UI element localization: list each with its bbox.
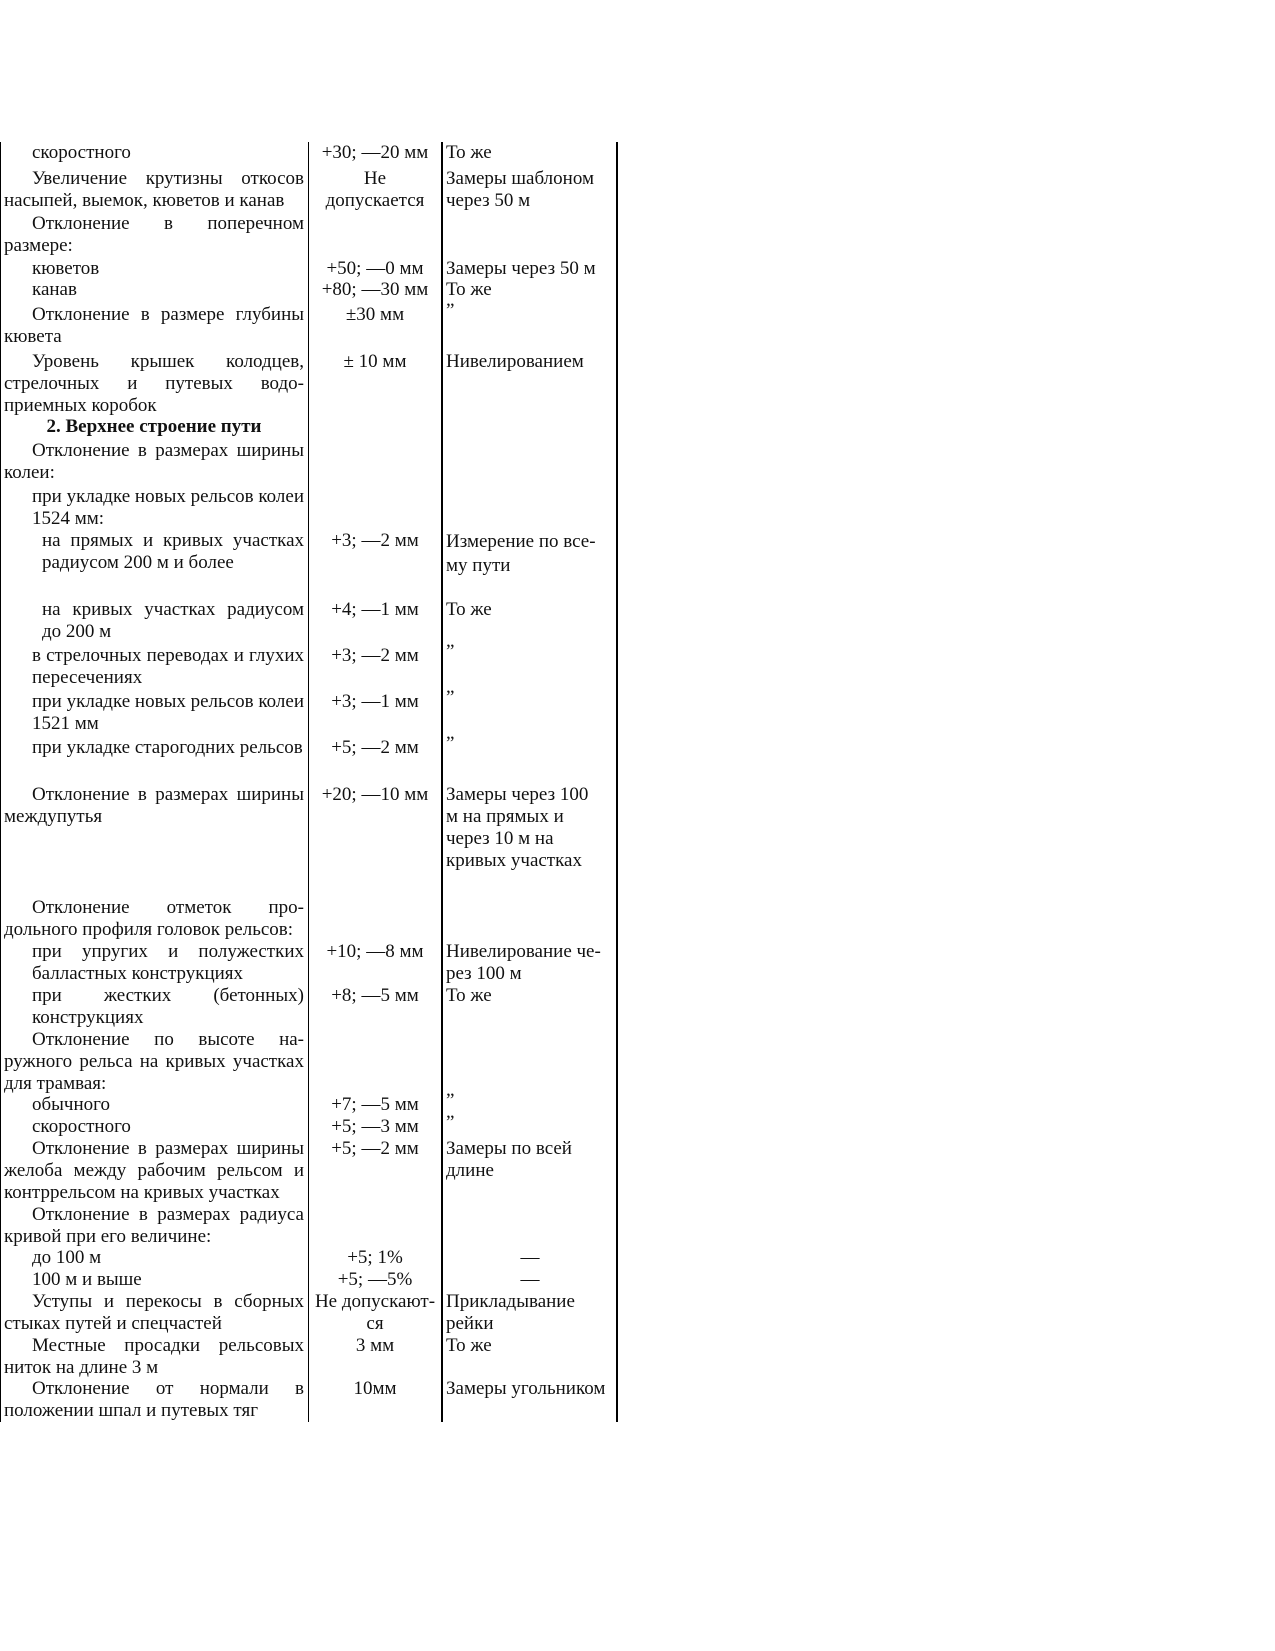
table-cell-method: Замеры через 100 м на прямых и через 10 м на кривых участках bbox=[446, 784, 589, 871]
table-cell-tolerance: ± 10 мм bbox=[343, 351, 407, 372]
table-cell-tolerance: +30; —20 мм bbox=[321, 142, 429, 163]
table-cell-description: обычного bbox=[32, 1094, 110, 1115]
table-cell-method: — bbox=[520, 1269, 540, 1290]
table-cell-description: при укладке новых рельсов колеи 1524 мм: bbox=[32, 486, 304, 529]
table-cell-description: скоростного bbox=[32, 142, 131, 163]
table-cell-description: при упругих и полужестких балластных конструкциях bbox=[32, 941, 304, 984]
table-cell-method: Замеры угольником bbox=[446, 1378, 606, 1399]
table-cell-description: при жестких (бетонных) конструкциях bbox=[32, 985, 304, 1028]
table-cell-description: 100 м и выше bbox=[32, 1269, 142, 1290]
table-cell-description: Отклонение в размерах ширины междупутья bbox=[4, 784, 304, 827]
table-cell-method: Замеры шаблоном через 50 м bbox=[446, 168, 594, 211]
table-cell-description: Увеличение крутизны откосов насыпей, выемок, кюветов и канав bbox=[4, 168, 304, 211]
table-cell-description: при укладке старогодних рельсов bbox=[32, 737, 303, 758]
table-cell-tolerance: +3; —2 мм bbox=[331, 530, 419, 551]
table-cell-method: То же bbox=[446, 1335, 492, 1356]
table-cell-tolerance: +8; —5 мм bbox=[331, 985, 419, 1006]
table-cell-method: Нивелирование че-рез 100 м bbox=[446, 941, 601, 984]
table-cell-tolerance: +7; —5 мм bbox=[331, 1094, 419, 1115]
table-cell-description: при укладке новых рельсов колеи 1521 мм bbox=[32, 691, 304, 734]
table-cell-description: Отклонение в размере глубины кювета bbox=[4, 304, 304, 347]
table-cell-method: Прикладывание рейки bbox=[446, 1291, 575, 1334]
table-cell-tolerance: +3; —2 мм bbox=[331, 645, 419, 666]
table-cell-tolerance: ±30 мм bbox=[345, 304, 405, 325]
table-cell-description: Уровень крышек колодцев, стрелочных и путевых водо-приемных коробок bbox=[4, 351, 304, 416]
tolerance-table bbox=[0, 142, 618, 1422]
table-cell-tolerance: 3 мм bbox=[355, 1335, 395, 1356]
table-cell-tolerance: +20; —10 мм bbox=[321, 784, 429, 805]
table-cell-tolerance: +80; —30 мм bbox=[321, 279, 429, 300]
table-cell-description: до 100 м bbox=[32, 1247, 102, 1268]
table-cell-tolerance: Не допускают-ся bbox=[314, 1291, 436, 1334]
table-cell-description: на кривых участках радиусом до 200 м bbox=[42, 599, 304, 642]
table-cell-description: Отклонение от нормали в положении шпал и путевых тяг bbox=[4, 1378, 304, 1421]
table-cell-method: То же bbox=[446, 599, 492, 620]
table-cell-tolerance: +5; —2 мм bbox=[331, 737, 419, 758]
column-divider-2 bbox=[441, 142, 443, 1422]
table-cell-method: Замеры по всей длине bbox=[446, 1138, 572, 1181]
table-cell-method: — bbox=[520, 1247, 540, 1268]
table-cell-description: Отклонение в размерах радиуса кривой при его величине: bbox=[4, 1204, 304, 1247]
table-border-left bbox=[0, 142, 1, 1422]
table-cell-tolerance: +3; —1 мм bbox=[331, 691, 419, 712]
column-divider-1 bbox=[308, 142, 309, 1422]
table-cell-description: Местные просадки рельсовых ниток на длине 3 м bbox=[4, 1335, 304, 1378]
table-cell-description: Отклонение отметок про-дольного профиля головок рельсов: bbox=[4, 897, 304, 940]
table-cell-method: То же bbox=[446, 985, 492, 1006]
table-cell-tolerance: Не допускается bbox=[325, 168, 425, 211]
table-cell-tolerance: +5; —2 мм bbox=[331, 1138, 419, 1159]
table-cell-description: кюветов bbox=[32, 258, 100, 279]
table-cell-method: Замеры через 50 м bbox=[446, 258, 596, 279]
table-cell-method: ” bbox=[446, 733, 455, 754]
table-cell-tolerance: +10; —8 мм bbox=[326, 941, 424, 962]
table-cell-description: Уступы и перекосы в сборных стыках путей и спецчастей bbox=[4, 1291, 304, 1334]
table-cell-description: скоростного bbox=[32, 1116, 131, 1137]
table-cell-description: в стрелочных переводах и глухих пересечениях bbox=[32, 645, 304, 688]
table-cell-tolerance: +50; —0 мм bbox=[326, 258, 424, 279]
table-cell-method: ” bbox=[446, 1112, 455, 1133]
table-cell-method: ” bbox=[446, 300, 455, 321]
table-cell-description: Отклонение в поперечном размере: bbox=[4, 213, 304, 256]
table-cell-method: ” bbox=[446, 1090, 455, 1111]
table-cell-method: ” bbox=[446, 641, 455, 662]
table-cell-description: на прямых и кривых участках радиусом 200 м и более bbox=[42, 530, 304, 573]
table-cell-method: Нивелированием bbox=[446, 351, 584, 372]
table-cell-method: ” bbox=[446, 687, 455, 708]
table-border-right bbox=[616, 142, 618, 1422]
table-cell-description: канав bbox=[32, 279, 77, 300]
table-cell-description: Отклонение по высоте на-ружного рельса на кривых участках для трамвая: bbox=[4, 1029, 304, 1094]
table-cell-description: Отклонение в размерах ширины колеи: bbox=[4, 440, 304, 483]
table-cell-tolerance: 10мм bbox=[353, 1378, 397, 1399]
table-cell-tolerance: +4; —1 мм bbox=[331, 599, 419, 620]
table-cell-method: То же bbox=[446, 279, 492, 300]
table-cell-tolerance: +5; —3 мм bbox=[331, 1116, 419, 1137]
table-cell-method: То же bbox=[446, 142, 492, 163]
table-cell-method: Измерение по все-му пути bbox=[446, 531, 596, 576]
table-cell-tolerance: +5; —5% bbox=[337, 1269, 413, 1290]
section-heading: 2. Верхнее строение пути bbox=[46, 416, 262, 437]
table-cell-description: Отклонение в размерах ширины желоба между рабочим рельсом и контррельсом на кривых участках bbox=[4, 1138, 304, 1203]
table-cell-tolerance: +5; 1% bbox=[347, 1247, 403, 1268]
